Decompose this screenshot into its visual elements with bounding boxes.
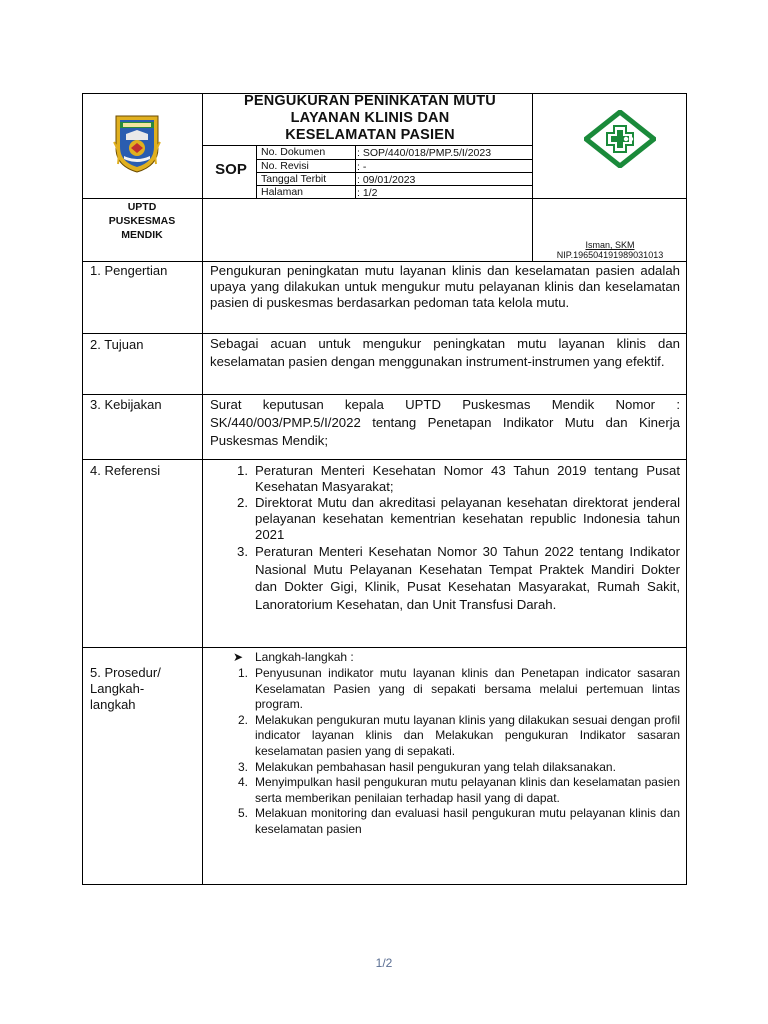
org-line-2: PUSKESMAS [108,215,176,227]
rule-title-bottom [202,145,532,146]
table-border-left [82,93,83,885]
meta-value-tanggal-terbit: : 09/01/2023 [357,174,416,186]
rule-row-2 [82,333,687,334]
prosedur-list [228,666,680,838]
list-item-text: Melakukan pembahasan hasil pengukuran yang telah dilaksanakan. [255,759,616,774]
list-item [228,775,680,806]
list-item [228,806,680,837]
list-item-number: 1. [237,463,248,478]
list-item-text: Melakuan monitoring dan evaluasi hasil pengukuran mutu pelayanan klinis dan keselamatan pasien [255,806,680,836]
regional-crest-logo [112,112,162,174]
meta-value-no-revisi: : - [357,161,367,173]
rule-row-1 [82,261,687,262]
meta-label-tanggal-terbit: Tanggal Terbit [261,173,327,185]
page-indicator: 1/2 [375,956,393,970]
list-item-number: 5. [237,806,248,821]
table-border-right [686,93,687,885]
divider-right-header [532,93,533,262]
title-line-1: PENGUKURAN PENINKATAN MUTU [244,93,496,109]
meta-label-no-revisi: No. Revisi [261,160,309,172]
org-line-1: UPTD [127,201,157,213]
section-label-kebijakan: 3. Kebijakan [90,397,162,412]
section-text-kebijakan: Surat keputusan kepala UPTD Puskesmas Mendik Nomor : SK/440/003/PMP.5/I/2022 tentang Penetapan Indikator Mutu dan Kinerja Puskesmas Mendik; [210,397,680,448]
prosedur-label-line-2: Langkah- [90,681,145,696]
organization-name [84,200,200,242]
document-title [208,93,532,144]
list-item-number: 4. [237,775,248,790]
list-item-number: 3. [237,544,248,559]
section-label-tujuan: 2. Tujuan [90,337,144,352]
section-label-referensi: 4. Referensi [90,463,161,478]
prosedur-label-line-1: 5. Prosedur/ [90,665,161,680]
prosedur-intro [233,650,354,665]
meta-value-halaman: : 1/2 [357,187,378,199]
list-item [228,760,680,776]
section-label-pengertian: 1. Pengertian [90,263,168,278]
list-item-number: 2. [237,712,248,727]
list-item [228,713,680,760]
org-line-3: MENDIK [121,229,163,241]
prosedur-label-line-3: langkah [90,697,136,712]
signer-name: Isman, SKM [585,240,635,250]
rule-header-bottom [82,198,687,199]
list-item-text: Melakukan pengukuran mutu layanan klinis yang dilakukan sesuai dengan profil indicator layanan klinis dan Melakukan pengukuran Indikator sasaran keselamatan pasien yang di sepakati. [255,712,680,758]
puskesmas-logo [584,110,656,168]
list-item-number: 1. [237,666,248,680]
prosedur-intro-text: Langkah-langkah : [255,650,354,664]
title-line-2: LAYANAN KLINIS DAN [290,110,450,126]
list-item [228,495,680,543]
list-item [228,666,680,713]
title-line-3: KESELAMATAN PASIEN [285,127,455,143]
sop-label: SOP [215,161,247,178]
meta-value-no-dokumen: : SOP/440/018/PMP.5/I/2023 [357,147,492,159]
signer-nip: NIP.196504191989031013 [556,250,664,260]
rule-row-5 [82,647,687,648]
meta-label-halaman: Halaman [261,186,304,198]
section-text-tujuan: Sebagai acuan untuk mengukur peningkatan mutu layanan klinis dan keselamatan pasien dengan menggunakan instrument-instrumen yang efektif. [210,336,680,369]
list-item [228,543,680,613]
referensi-list [228,463,680,613]
list-item-text: Peraturan Menteri Kesehatan Nomor 43 Tahun 2019 tentang Pusat Kesehatan Masyarakat; [255,463,680,494]
list-item [228,463,680,495]
list-item-number: 3. [237,759,248,774]
divider-left-column [202,93,203,885]
rule-row-4 [82,459,687,460]
list-item-text: Peraturan Menteri Kesehatan Nomor 30 Tahun 2022 tentang Indikator Nasional Mutu Pelayanan Kesehatan Tempat Praktek Mandiri Dokter dan Dokter Gigi, Klinik, Pusat Kesehatan Masyarakat, Rumah Sakit, Lanoratorium Kesehatan, dan Unit Transfusi Darah. [255,544,680,612]
section-label-prosedur [90,665,161,713]
list-item-text: Penyusunan indikator mutu layanan klinis dan Penetapan indicator sasaran Keselamatan Pasien yang di sepakati bersama melalui pertemuan lintas program. [255,666,680,712]
arrow-bullet-icon: ➤ [233,650,244,664]
rule-row-3 [82,394,687,395]
list-item-text: Direktorat Mutu dan akreditasi pelayanan kesehatan direktorat jenderal pelayanan kesehatan kementrian kesehatan republic Indonesia tahun 2021 [255,495,680,542]
table-border-bottom [82,884,687,885]
meta-label-no-dokumen: No. Dokumen [261,146,326,158]
list-item-number: 2. [237,495,248,510]
section-text-pengertian: Pengukuran peningkatan mutu layanan klinis dan keselamatan pasien adalah upaya yang dilakukan untuk mengukur mutu pelayanan klinis dan keselamatan pasien di puskesmas berdasarkan pedoman tata kelola mutu. [210,263,680,310]
list-item-text: Menyimpulkan hasil pengukuran mutu pelayanan klinis dan keselamatan pasien serta memberikan penilaian terhadap hasil yang di dapat. [255,775,680,805]
